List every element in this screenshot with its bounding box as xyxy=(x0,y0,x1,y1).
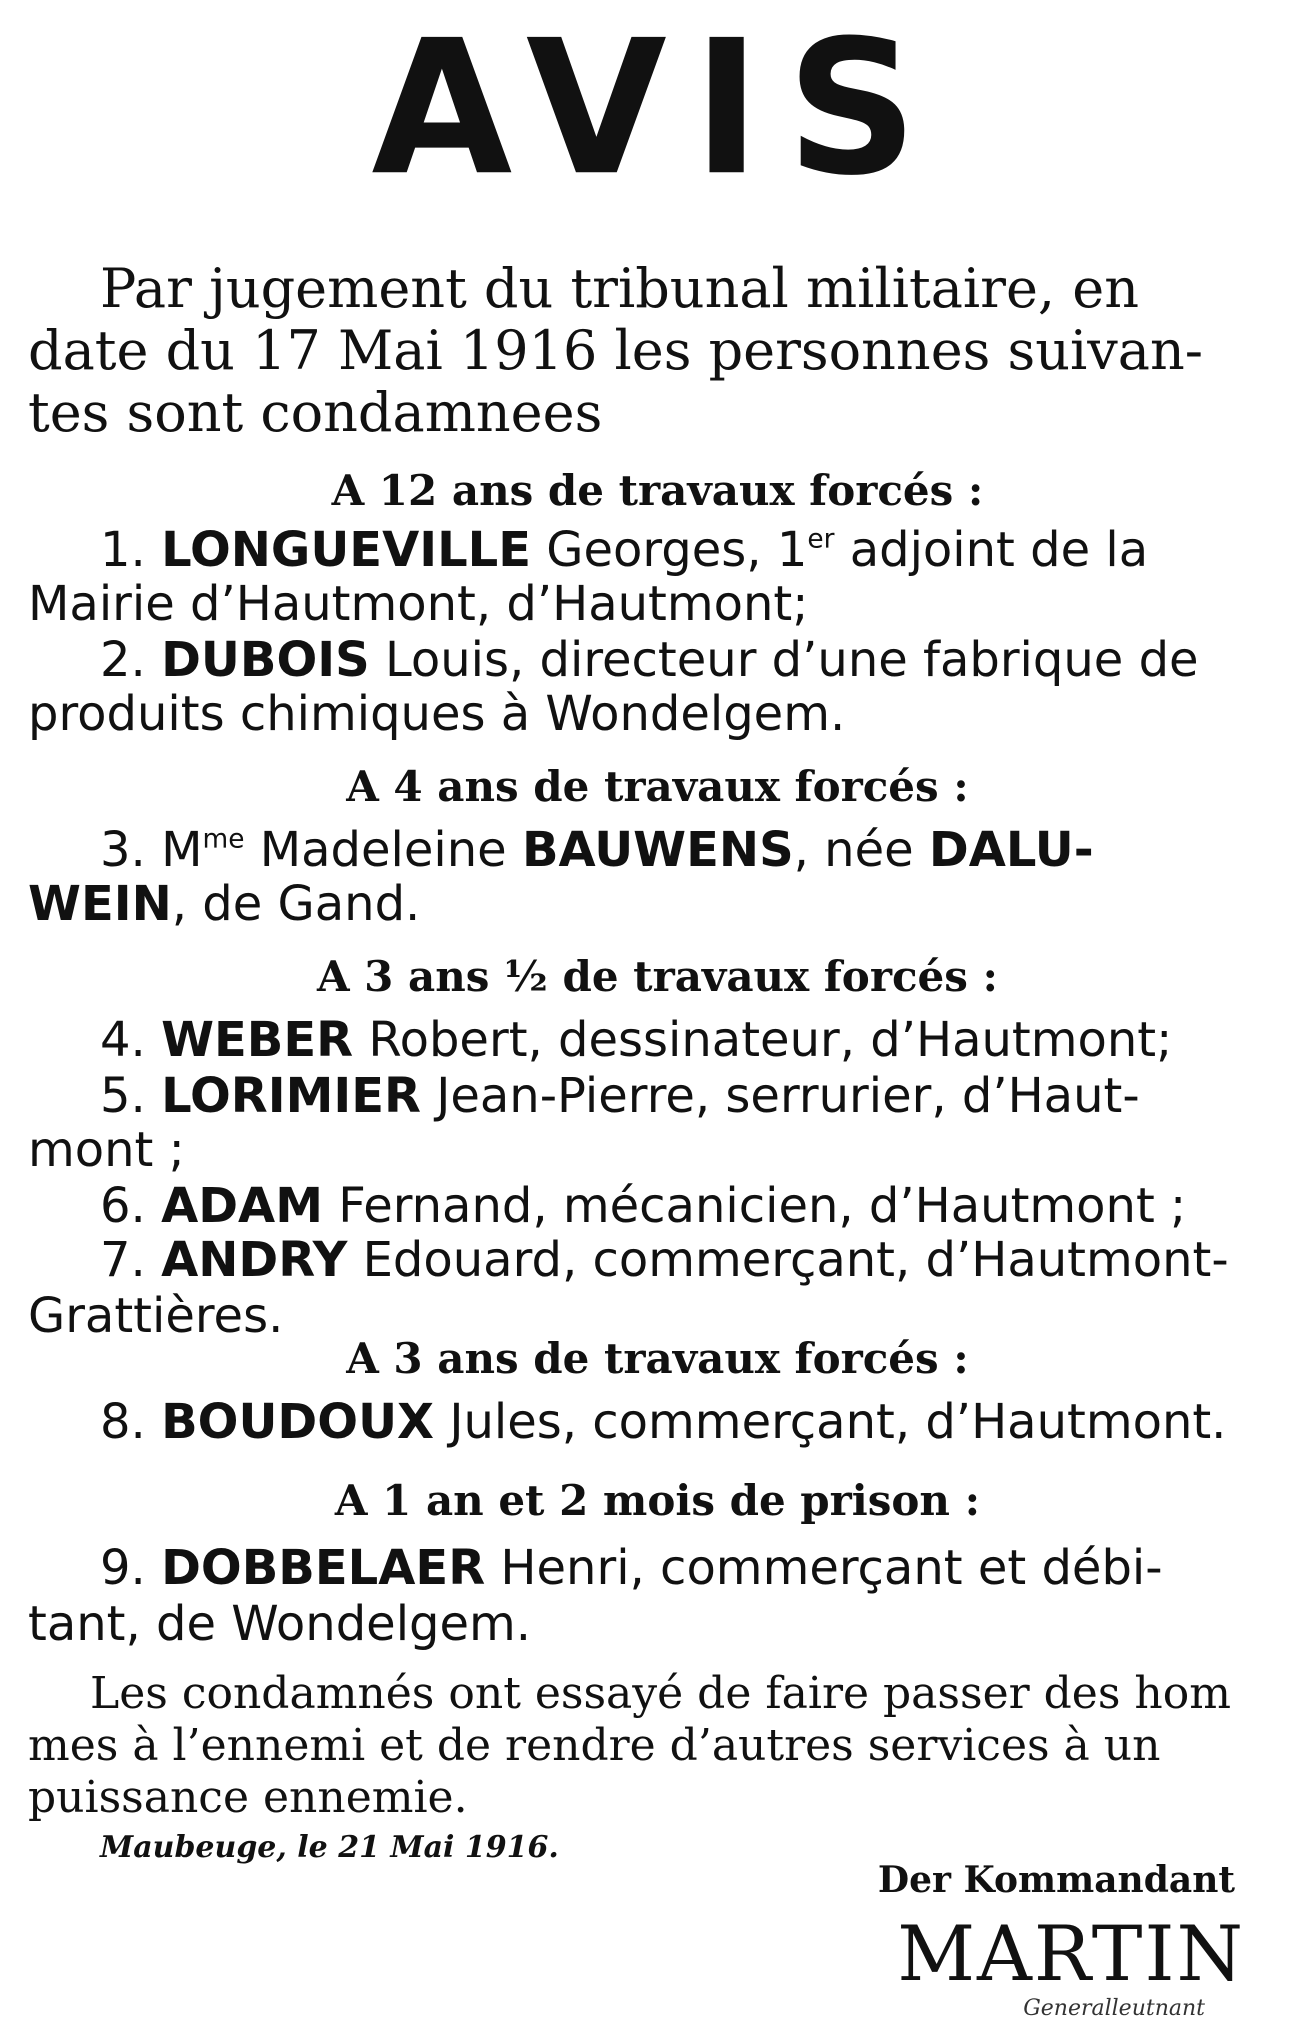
entry-3-continuation xyxy=(28,876,1288,932)
entry-surname: LONGUEVILLE xyxy=(161,522,532,578)
entry-number: 6. xyxy=(100,1178,146,1234)
closing-line-2: mes à l’ennemi et de rendre d’autres services à un xyxy=(28,1720,1161,1771)
entry-surname: DOBBELAER xyxy=(161,1540,486,1596)
entry-details-cont: , de Gand. xyxy=(171,876,421,932)
entry-5 xyxy=(100,1068,1288,1124)
section-heading-4-years: A 4 ans de travaux forcés : xyxy=(346,762,969,811)
entry-details: Edouard, commerçant, d’Hautmont- xyxy=(347,1232,1229,1288)
entry-7 xyxy=(100,1232,1288,1288)
signature-title: Der Kommandant xyxy=(877,1859,1235,1901)
entry-surname: ADAM xyxy=(161,1178,323,1234)
entry-number: 9. xyxy=(100,1540,146,1596)
notice-title: AVIS xyxy=(371,0,944,217)
entry-5-continuation: mont ; xyxy=(28,1122,185,1178)
entry-9 xyxy=(100,1540,1288,1596)
entry-details: Louis, directeur d’une fabrique de xyxy=(369,632,1199,688)
entry-number: 2. xyxy=(100,632,146,688)
entry-details: Georges, 1 xyxy=(531,522,808,578)
entry-details: , née xyxy=(793,822,929,878)
entry-4 xyxy=(100,1012,1288,1068)
section-heading-3-5-years: A 3 ans ½ de travaux forcés : xyxy=(316,952,999,1001)
intro-line-3: tes sont condamnees xyxy=(28,381,603,444)
intro-line-2: date du 17 Mai 1916 les personnes suivan- xyxy=(28,319,1204,382)
entry-surname: WEBER xyxy=(161,1012,354,1068)
entry-1 xyxy=(100,522,1288,578)
signature-rank: Generalleutnant xyxy=(1023,1996,1205,2021)
section-heading-prison: A 1 an et 2 mois de prison : xyxy=(334,1476,981,1525)
section-heading-12-years: A 12 ans de travaux forcés : xyxy=(331,466,984,515)
place-date: Maubeuge, le 21 Mai 1916. xyxy=(100,1830,559,1865)
entry-2 xyxy=(100,632,1288,688)
entry-number: 3. xyxy=(100,822,146,878)
entry-maiden-name-cont: WEIN xyxy=(28,876,172,932)
entry-7-continuation: Grattières. xyxy=(28,1288,284,1344)
entry-8 xyxy=(100,1394,1288,1450)
section-heading-3-years: A 3 ans de travaux forcés : xyxy=(346,1334,969,1383)
entry-details-cont: adjoint de la xyxy=(834,522,1149,578)
entry-details: Jean-Pierre, serrurier, d’Haut- xyxy=(420,1068,1140,1124)
entry-number: 5. xyxy=(100,1068,146,1124)
entry-3 xyxy=(100,822,1288,878)
entry-2-continuation: produits chimiques à Wondelgem. xyxy=(28,686,846,742)
entry-number: 1. xyxy=(100,522,146,578)
entry-details: Robert, dessinateur, d’Hautmont; xyxy=(353,1012,1173,1068)
entry-superscript: me xyxy=(202,823,245,855)
entry-details: Jules, commerçant, d’Hautmont. xyxy=(434,1394,1227,1450)
entry-surname: ANDRY xyxy=(161,1232,348,1288)
entry-6 xyxy=(100,1178,1288,1234)
entry-number: 8. xyxy=(100,1394,146,1450)
entry-number: 4. xyxy=(100,1012,146,1068)
entry-maiden-name: DALU- xyxy=(928,822,1094,878)
entry-details: Henri, commerçant et débi- xyxy=(485,1540,1163,1596)
entry-details: Fernand, mécanicien, d’Hautmont ; xyxy=(322,1178,1187,1234)
intro-line-1: Par jugement du tribunal militaire, en xyxy=(100,257,1139,320)
entry-firstname: Madeleine xyxy=(244,822,522,878)
closing-line-1: Les condamnés ont essayé de faire passer des hom xyxy=(90,1668,1231,1719)
entry-surname: DUBOIS xyxy=(161,632,370,688)
closing-line-3: puissance ennemie. xyxy=(28,1772,468,1823)
entry-superscript: er xyxy=(807,523,835,555)
entry-surname: BOUDOUX xyxy=(161,1394,435,1450)
entry-surname: BAUWENS xyxy=(521,822,794,878)
entry-number: 7. xyxy=(100,1232,146,1288)
signature-name: MARTIN xyxy=(897,1909,1245,1998)
entry-1-continuation: Mairie d’Hautmont, d’Hautmont; xyxy=(28,576,809,632)
entry-9-continuation: tant, de Wondelgem. xyxy=(28,1596,532,1652)
entry-title: M xyxy=(161,822,203,878)
entry-surname: LORIMIER xyxy=(161,1068,421,1124)
